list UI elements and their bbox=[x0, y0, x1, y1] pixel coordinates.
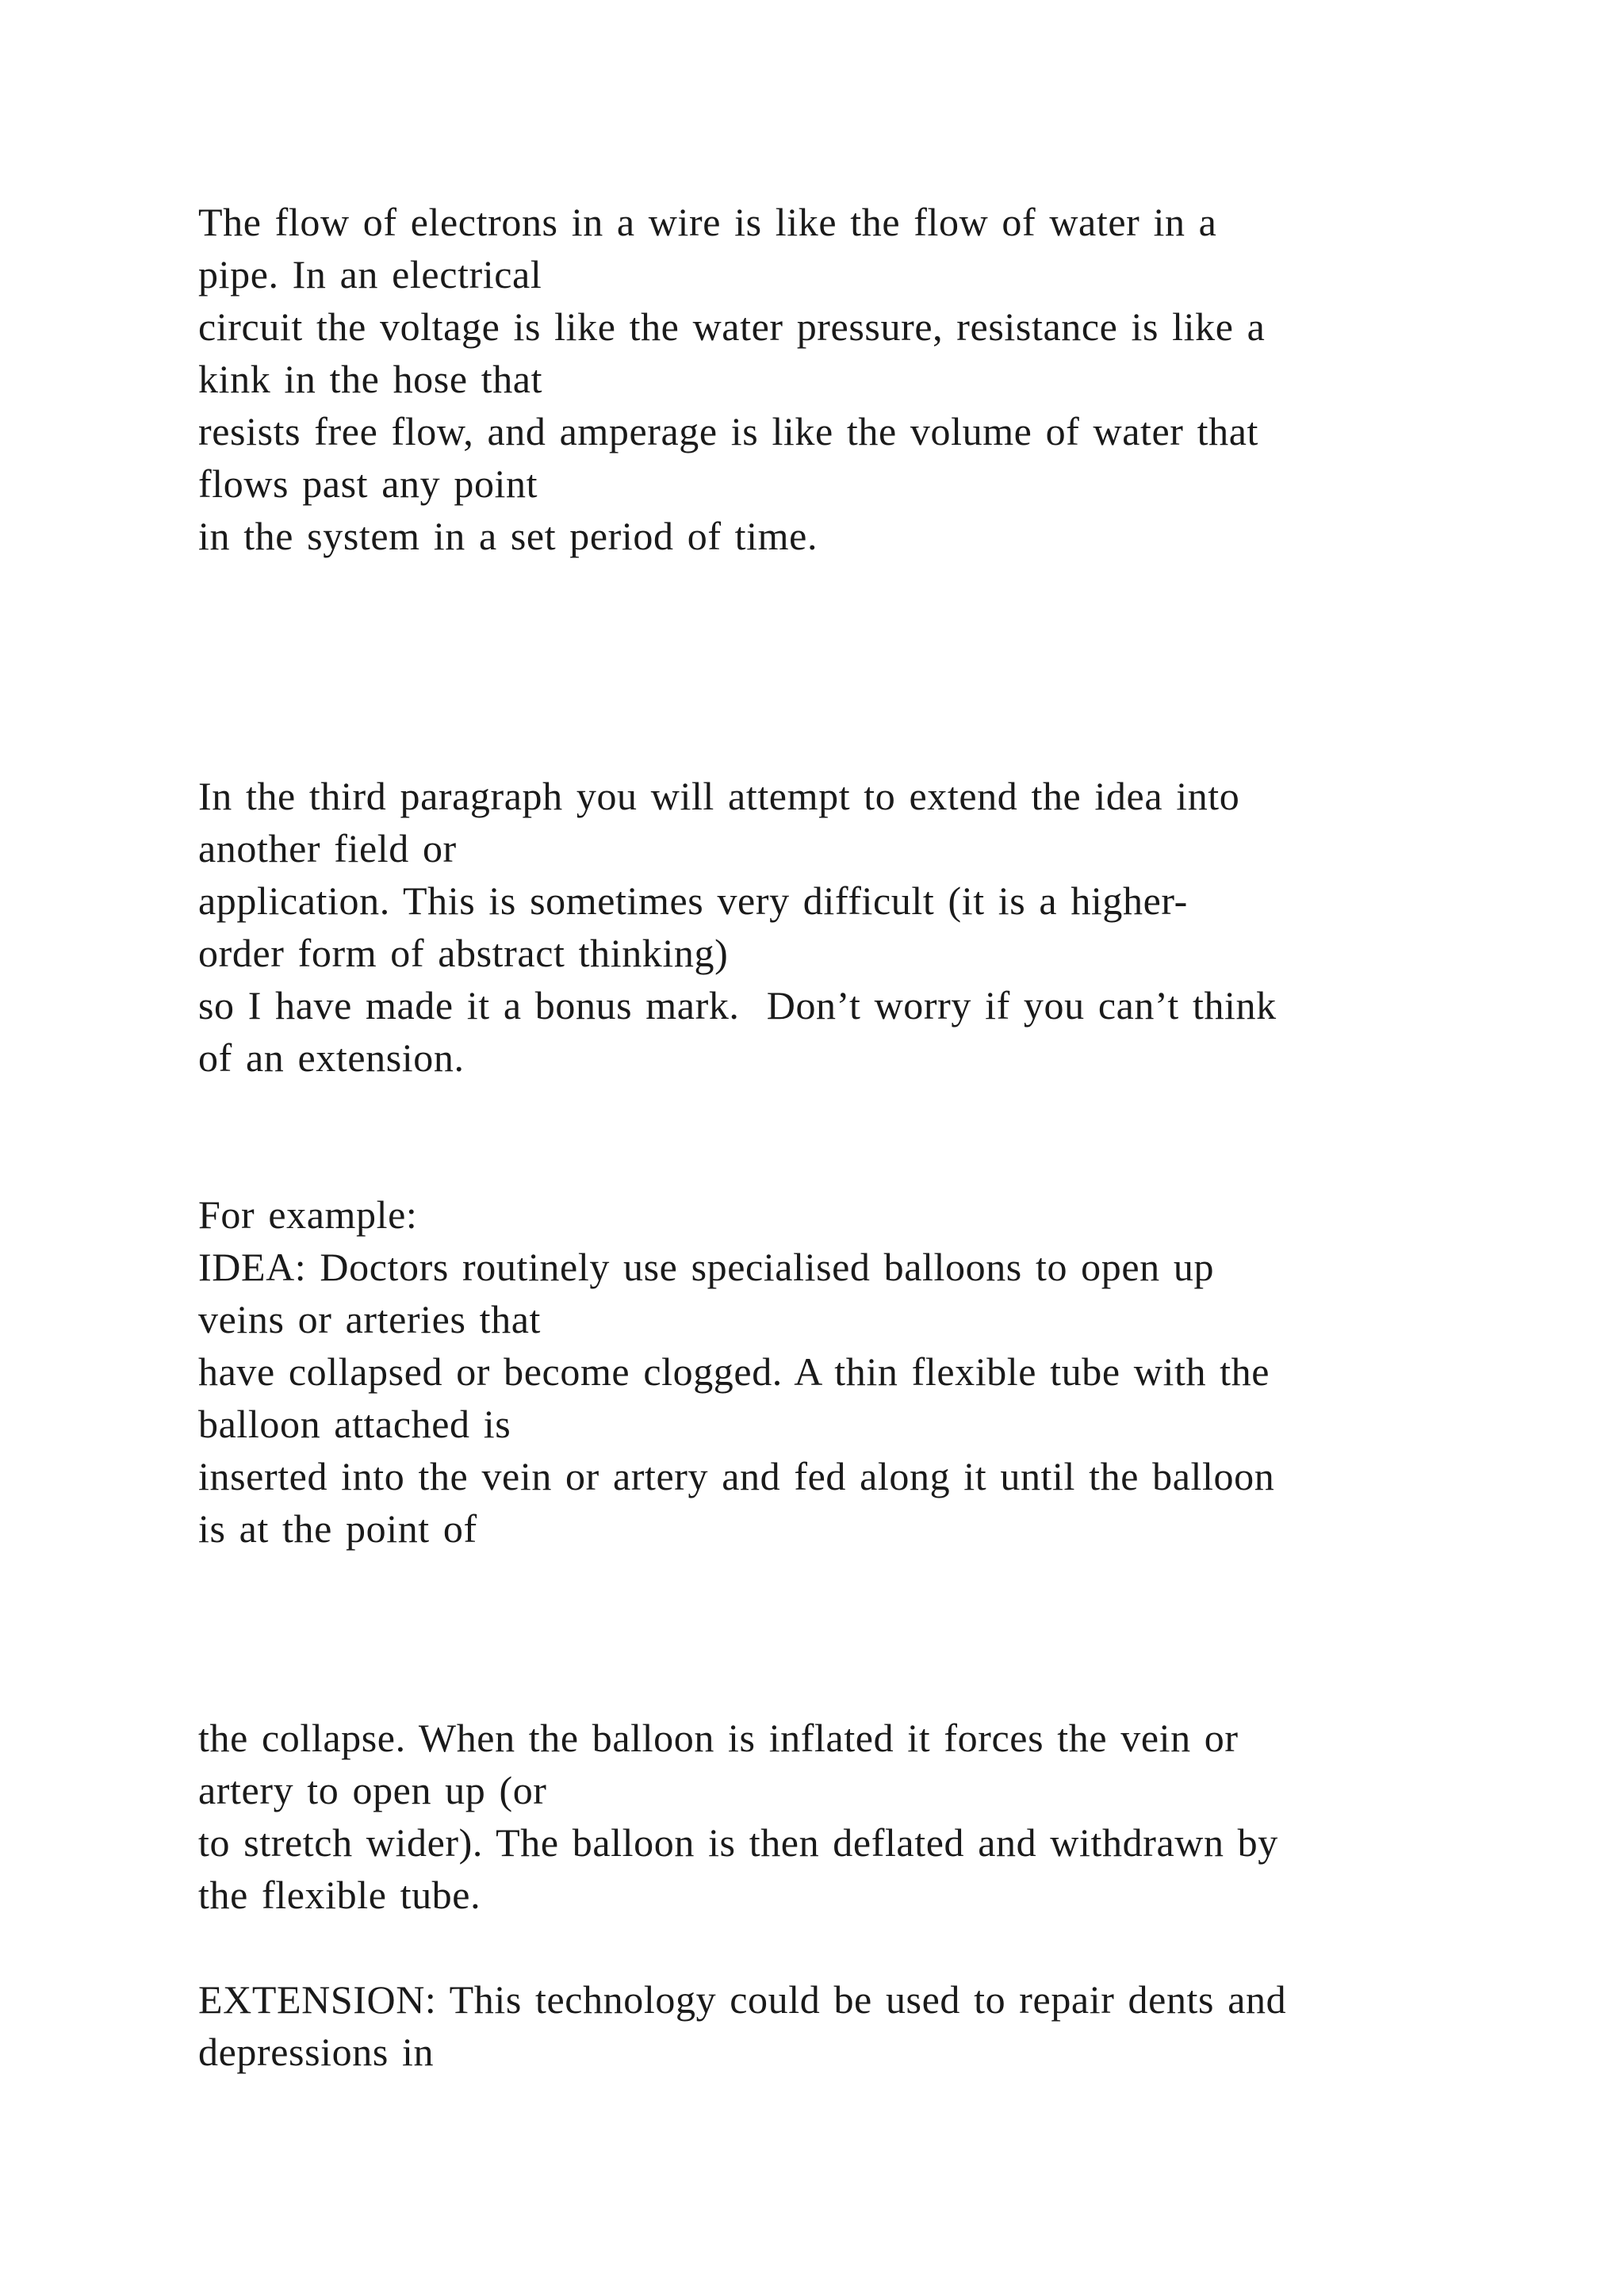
text-line: the collapse. When the balloon is inflated it forces the vein or bbox=[198, 1716, 1239, 1760]
text-line: resists free flow, and amperage is like the volume of water that bbox=[198, 409, 1259, 453]
text-line: depressions in bbox=[198, 2030, 435, 2074]
text-line: inserted into the vein or artery and fed along it until the balloon bbox=[198, 1454, 1275, 1498]
text-line: balloon attached is bbox=[198, 1402, 511, 1446]
text-line: For example: bbox=[198, 1192, 418, 1237]
text-line: circuit the voltage is like the water pressure, resistance is like a bbox=[198, 304, 1266, 349]
text-line: is at the point of bbox=[198, 1506, 477, 1551]
text-line: pipe. In an electrical bbox=[198, 252, 542, 297]
text-line: The flow of electrons in a wire is like the flow of water in a bbox=[198, 200, 1217, 244]
text-line: of an extension. bbox=[198, 1035, 465, 1080]
text-line: the flexible tube. bbox=[198, 1873, 481, 1917]
text-line: artery to open up (or bbox=[198, 1768, 547, 1812]
text-line: order form of abstract thinking) bbox=[198, 931, 729, 975]
text-line: application. This is sometimes very difficult (it is a higher- bbox=[198, 878, 1188, 923]
text-line: kink in the hose that bbox=[198, 357, 543, 401]
text-line: flows past any point bbox=[198, 461, 538, 506]
text-line: have collapsed or become clogged. A thin flexible tube with the bbox=[198, 1349, 1270, 1394]
text-line: EXTENSION: This technology could be used to repair dents and bbox=[198, 1977, 1287, 2022]
text-line: IDEA: Doctors routinely use specialised balloons to open up bbox=[198, 1245, 1215, 1289]
text-line: veins or arteries that bbox=[198, 1297, 541, 1341]
text-line: In the third paragraph you will attempt to extend the idea into bbox=[198, 774, 1240, 818]
text-line: another field or bbox=[198, 826, 457, 871]
text-line: in the system in a set period of time. bbox=[198, 514, 818, 558]
text-line: to stretch wider). The balloon is then deflated and withdrawn by bbox=[198, 1820, 1278, 1865]
text-line: so I have made it a bonus mark. Don’t worry if you can’t think bbox=[198, 983, 1277, 1027]
